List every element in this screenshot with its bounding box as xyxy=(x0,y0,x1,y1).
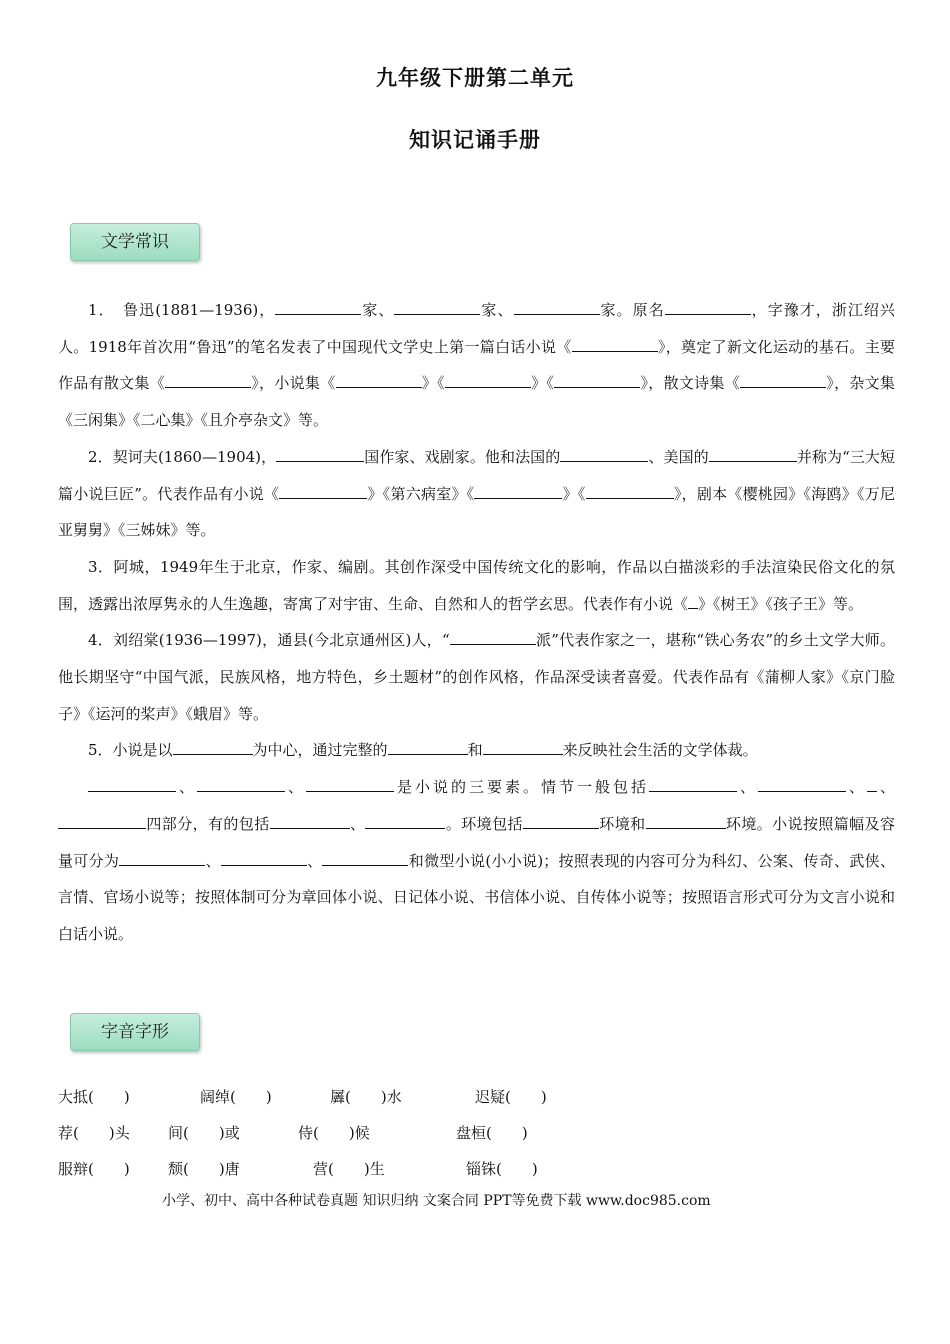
fill-blank[interactable] xyxy=(474,482,562,499)
section-tag-literature: 文学常识 xyxy=(70,223,200,261)
word-item: 盘桓( ) xyxy=(456,1124,528,1142)
fill-blank[interactable] xyxy=(275,298,361,315)
fill-blank[interactable] xyxy=(560,445,648,462)
item-6: 、 、 是小说的三要素。情节一般包括 、 、 、四部分，有的包括 、 。环境包括 环境和 环境。小说按照篇幅及容量可分为 、 、 和微型小说(小小说)；按照表现的内容可分为科幻、公案、传奇、武侠、言情、官场小说等；按照体制可分为章回体小说、日记体小说、书信体小说、自传体小说等；按照语言形式可分为文言小说和白话小说。 xyxy=(58,769,895,953)
section-tag-pronunciation: 字音字形 xyxy=(70,1013,200,1051)
grid-row xyxy=(58,1158,658,1194)
fill-blank[interactable] xyxy=(365,812,445,829)
fill-blank[interactable] xyxy=(322,849,408,866)
item-1: 1． 鲁迅(1881—1936)， 家、 家、 家。原名 ，字豫才，浙江绍兴人。1918年首次用“鲁迅”的笔名发表了中国现代文学史上第一篇白话小说《 》，奠定了新文化运动的基石。主要作品有散文集《 》，小说集《 》《 》《 》，散文诗集《 》，杂文集《三闲集》《二心集》《且介亭杂文》等。 xyxy=(58,292,895,439)
fill-blank[interactable] xyxy=(450,629,536,646)
page-subtitle: 知识记诵手册 xyxy=(409,128,541,152)
fill-blank[interactable] xyxy=(572,335,658,352)
fill-blank[interactable] xyxy=(554,372,640,389)
fill-blank[interactable] xyxy=(270,812,350,829)
word-item: 锱铢( ) xyxy=(466,1160,538,1178)
fill-blank[interactable] xyxy=(221,849,307,866)
fill-blank[interactable] xyxy=(758,775,846,792)
word-item: 间( )或 xyxy=(168,1124,240,1142)
fill-blank[interactable] xyxy=(165,372,251,389)
fill-blank[interactable] xyxy=(514,298,600,315)
fill-blank[interactable] xyxy=(119,849,205,866)
word-item: 营( )生 xyxy=(313,1160,385,1178)
fill-blank[interactable] xyxy=(58,812,146,829)
fill-blank[interactable] xyxy=(88,775,176,792)
fill-blank[interactable] xyxy=(388,739,468,756)
fill-blank[interactable] xyxy=(649,775,737,792)
page-title: 九年级下册第二单元 xyxy=(376,66,574,90)
word-item: 大抵( ) xyxy=(58,1088,130,1106)
literature-section xyxy=(58,292,895,953)
fill-blank[interactable] xyxy=(276,445,364,462)
item-5: 5．小说是以 为中心，通过完整的 和 来反映社会生活的文学体裁。 xyxy=(58,732,895,769)
fill-blank[interactable] xyxy=(483,739,563,756)
word-item: 服辩( ) xyxy=(58,1160,130,1178)
fill-blank[interactable] xyxy=(688,592,698,609)
fill-blank[interactable] xyxy=(709,445,797,462)
fill-blank[interactable] xyxy=(197,775,285,792)
grid-row xyxy=(58,1086,658,1122)
fill-blank[interactable] xyxy=(279,482,367,499)
item-2: 2．契诃夫(1860—1904)， 国作家、戏剧家。他和法国的 、美国的 并称为“三大短篇小说巨匠”。代表作品有小说《 》《第六病室》《 》《 》，剧本《樱桃园》《海鸥》《万尼亚舅舅》《三姊妹》等。 xyxy=(58,439,895,549)
word-item: 颓( )唐 xyxy=(168,1160,240,1178)
word-item: 羼( )水 xyxy=(330,1088,402,1106)
word-item: 阔绰( ) xyxy=(200,1088,272,1106)
word-item: 荐( )头 xyxy=(58,1124,130,1142)
item-4: 4．刘绍棠(1936—1997)，通县(今北京通州区)人，“ 派”代表作家之一，堪称“铁心务农”的乡土文学大师。他长期坚守“中国气派，民族风格，地方特色，乡土题材”的创作风格，作品深受读者喜爱。代表作品有《蒲柳人家》《京门脸子》《运河的桨声》《蛾眉》等。 xyxy=(58,622,895,732)
fill-blank[interactable] xyxy=(306,775,394,792)
word-item: 迟疑( ) xyxy=(475,1088,547,1106)
page-footer: 小学、初中、高中各种试卷真题 知识归纳 文案合同 PPT等免费下载 www.doc985.com xyxy=(162,1193,711,1209)
fill-blank[interactable] xyxy=(445,372,531,389)
fill-blank[interactable] xyxy=(867,775,877,792)
fill-blank[interactable] xyxy=(523,812,599,829)
item-3: 3．阿城，1949年生于北京，作家、编剧。其创作深受中国传统文化的影响，作品以白描淡彩的手法渲染民俗文化的氛围，透露出浓厚隽永的人生逸趣，寄寓了对宇宙、生命、自然和人的哲学玄思。代表作有小说《 》《树王》《孩子王》等。 xyxy=(58,557,895,613)
fill-blank[interactable] xyxy=(740,372,826,389)
pronunciation-grid xyxy=(58,1086,658,1194)
grid-row xyxy=(58,1122,658,1158)
fill-blank[interactable] xyxy=(586,482,674,499)
word-item: 侍( )候 xyxy=(298,1124,370,1142)
fill-blank[interactable] xyxy=(665,298,751,315)
fill-blank[interactable] xyxy=(646,812,726,829)
fill-blank[interactable] xyxy=(173,739,253,756)
fill-blank[interactable] xyxy=(394,298,480,315)
fill-blank[interactable] xyxy=(336,372,422,389)
